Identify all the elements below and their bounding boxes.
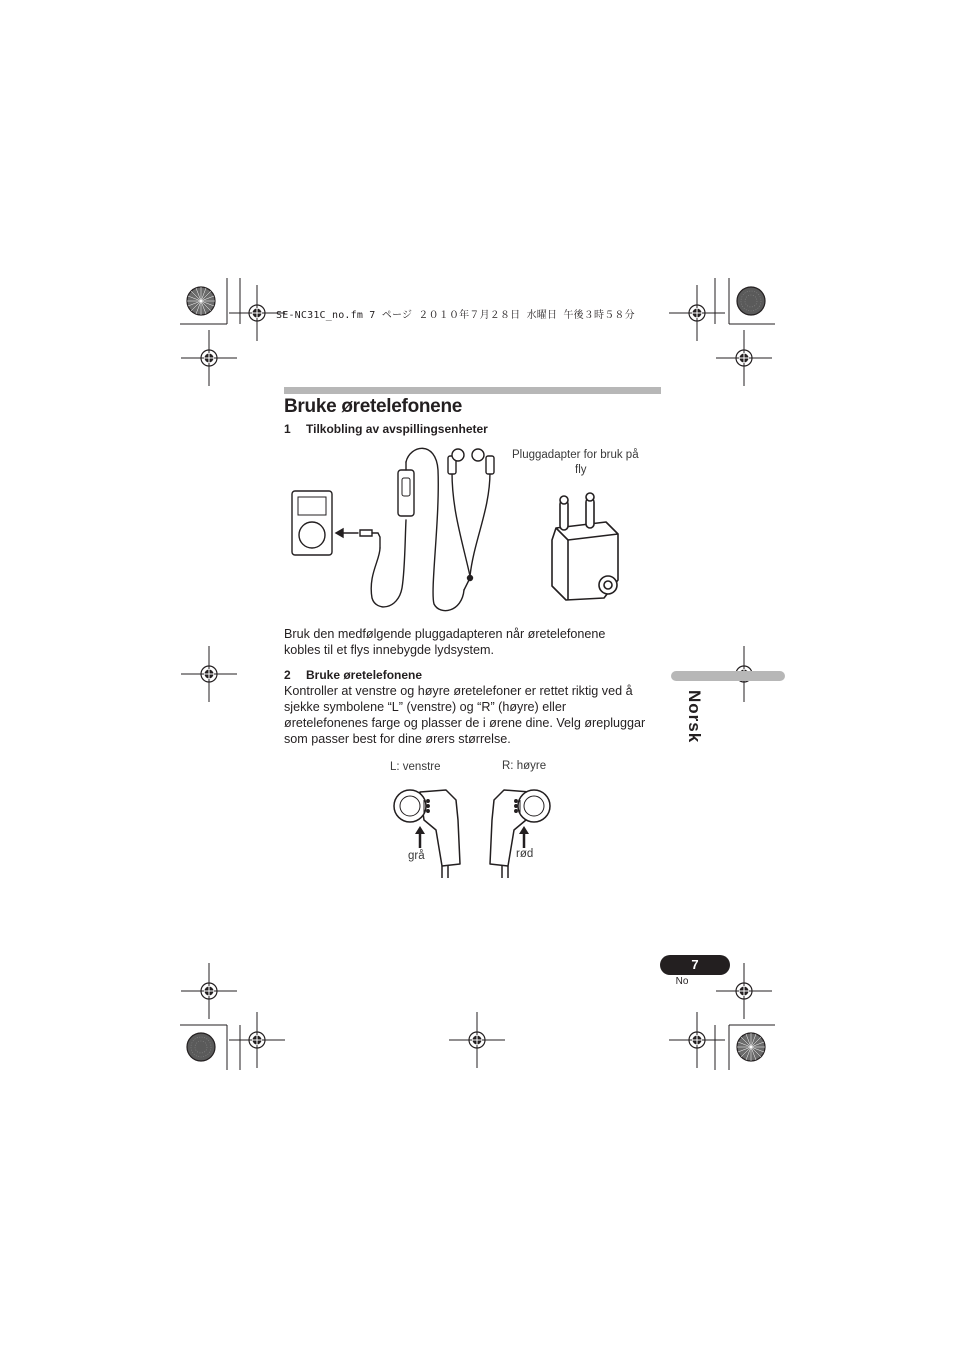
left-color-label: grå	[408, 850, 425, 862]
step-2-heading-text: Bruke øretelefonene	[306, 668, 423, 682]
right-color-label: rød	[516, 848, 534, 860]
step-2-line2: sjekke symbolene “L” (venstre) og “R” (høyre) eller	[284, 700, 567, 714]
step-2-number: 2	[284, 668, 291, 682]
adapter-note-line1: Bruk den medfølgende pluggadapteren når øretelefonene	[284, 627, 606, 641]
left-earbud-label: L: venstre	[390, 761, 441, 773]
step-1-heading-text: Tilkobling av avspillingsenheter	[306, 422, 488, 436]
page-title: Bruke øretelefonene	[284, 396, 463, 417]
side-tab-bar	[671, 671, 785, 681]
right-earbud-label: R: høyre	[502, 760, 547, 772]
page-number: 7	[660, 955, 730, 975]
adapter-note-line2: kobles til et flys innebygde lydsystem.	[284, 643, 494, 657]
language-tab: Norsk	[685, 690, 704, 744]
step-2-line4: som passer best for dine ørers størrelse.	[284, 732, 511, 746]
adapter-caption-line2: fly	[575, 464, 587, 476]
print-header: SE-NC31C_no.fm 7 ページ ２０１０年７月２８日 水曜日 午後３時５８分	[276, 310, 635, 321]
step-2-line3: øretelefonenes farge og plasser de i ørene dine. Velg ørepluggar	[284, 716, 646, 730]
left-earbud-icon	[394, 790, 460, 878]
page-language-code: No	[675, 976, 689, 987]
step-2-line1: Kontroller at venstre og høyre øretelefoner er rettet riktig ved å	[284, 684, 633, 698]
step-1-number: 1	[284, 422, 291, 436]
adapter-caption-line1: Pluggadapter for bruk på	[512, 449, 639, 461]
